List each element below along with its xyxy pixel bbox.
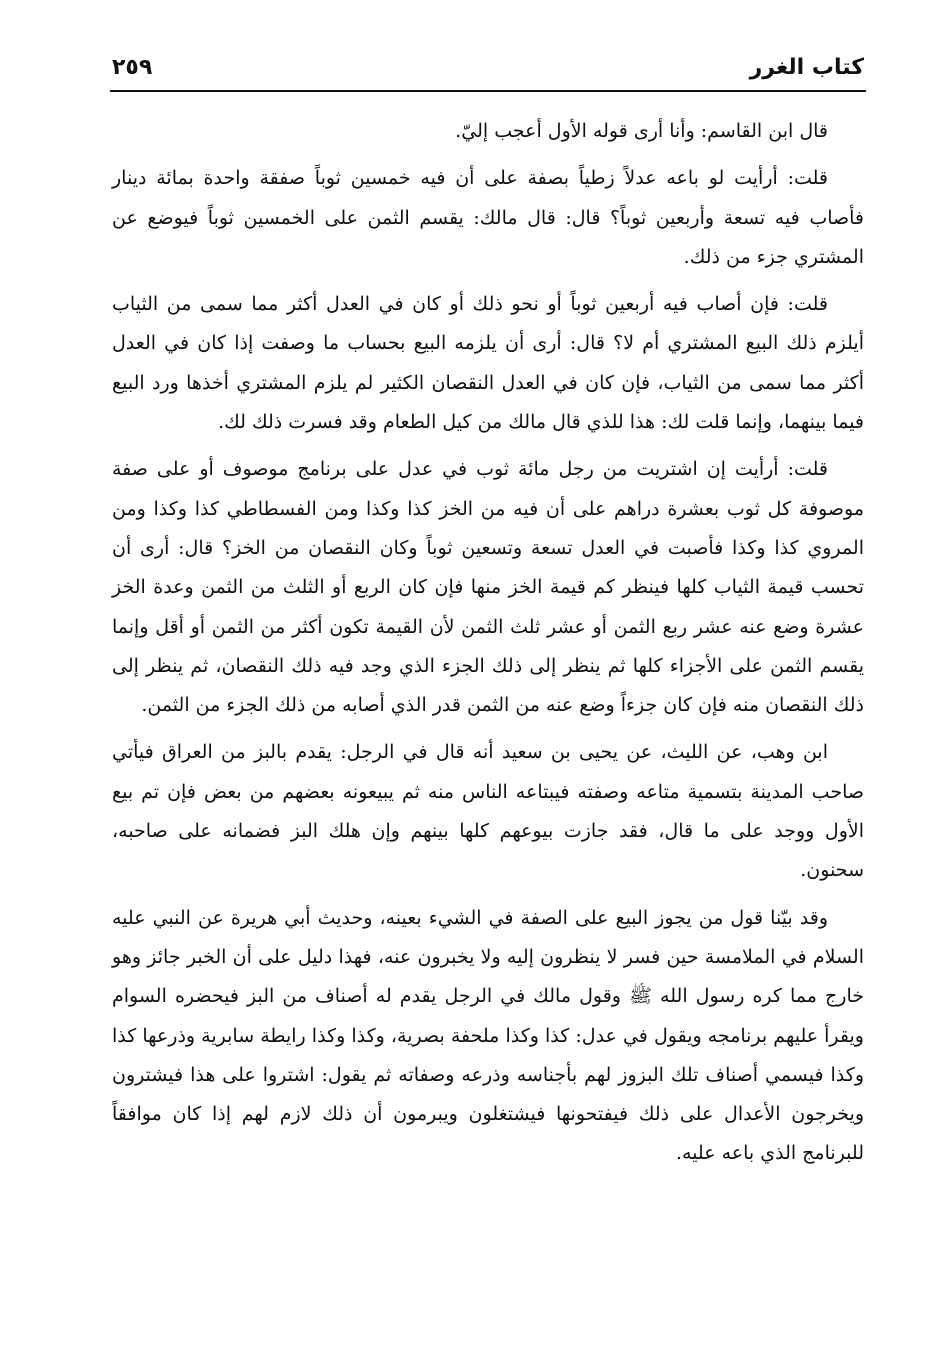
- paragraph: قلت: أرأيت إن اشتريت من رجل مائة ثوب في عدل على برنامج موصوف أو على صفة موصوفة كل ثوب بعشرة دراهم على أن فيه من الخز كذا وكذا ومن الفسطاطي كذا وكذا ومن المروي كذا وكذا فأصبت في العدل تسعة وتسعين ثوباً وكان النقصان من الخز؟ قال: أرى أن تحسب قيمة الثياب كلها فينظر كم قيمة الخز منها فإن كان الربع أو الثلث من الثمن وعدة الخز عشرة وضع عنه عشر ربع الثمن أو عشر ثلث الثمن لأن القيمة تكون أكثر من الثمن أو أقل وإنما يقسم الثمن على الأجزاء كلها ثم ينظر إلى ذلك الجزء الذي وجد فيه ذلك النقصان، ثم ينظر إلى ذلك النقصان منه فإن كان جزءاً وضع عنه من الثمن قدر الذي أصابه من ذلك الجزء من الثمن.: [112, 458, 864, 717]
- running-head: [112, 52, 864, 92]
- paragraph: قلت: فإن أصاب فيه أربعين ثوباً أو نحو ذلك أو كان في العدل أكثر مما سمى من الثياب أيلزم ذلك البيع المشتري أم لا؟ قال: أرى أن يلزمه البيع بحساب ما وصفت إذا كان في العدل أكثر مما سمى من الثياب، فإن كان في العدل النقصان الكثير لم يلزم المشتري أخذها ورد البيع فيما بينهما، وإنما قلت لك: هذا للذي قال مالك من كيل الطعام وقد فسرت ذلك لك.: [112, 293, 864, 434]
- paragraph: قال ابن القاسم: وأنا أرى قوله الأول أعجب إليّ.: [455, 120, 828, 142]
- paragraph: وقد بيّنا قول من يجوز البيع على الصفة في الشيء بعينه، وحديث أبي هريرة عن النبي عليه السلام في الملامسة حين فسر لا ينظرون إليه ولا يخبرون عنه، فهذا دليل على أن الخبر جائز وهو خارج مما كره رسول الله ﷺ وقول مالك في الرجل يقدم له أصناف من البز فيحضره السوام ويقرأ عليهم برنامجه ويقول في عدل: كذا وكذا ملحفة بصرية، وكذا وكذا رايطة سابرية وذرعها كذا وكذا فيسمي أصناف تلك البزوز لهم بأجناسه وذرعه وصفاته ثم يقول: اشتروا على هذا فيشترون ويخرجون الأعدال على ذلك فيفتحونها فيشتغلون ويبرمون أن ذلك لازم لهم إذا كان موافقاً للبرنامج الذي باعه عليه.: [112, 906, 864, 1165]
- book-title: كتاب الغرر: [749, 55, 864, 80]
- paragraph: ابن وهب، عن الليث، عن يحيى بن سعيد أنه قال في الرجل: يقدم بالبز من العراق فيأتي صاحب المدينة بتسمية متاعه وصفته فيبتاعه الناس منه ثم يبيعونه بعضهم من بعض فإن تم بيع الأول ووجد على ما قال، فقد جازت بيوعهم كلها بينهم وإن هلك البز فضمانه على صاحبه، سحنون.: [112, 741, 864, 882]
- paragraph: قلت: أرأيت لو باعه عدلاً زطياً بصفة على أن فيه خمسين ثوباً صفقة واحدة بمائة دينار فأصاب فيه تسعة وأربعين ثوباً؟ قال: قال مالك: يقسم الثمن على الخمسين ثوباً فيوضع عن المشتري جزء من ذلك.: [112, 167, 864, 268]
- main-text: [112, 112, 864, 1182]
- header-rule: [110, 90, 866, 92]
- page-number: ٢٥٩: [112, 55, 153, 80]
